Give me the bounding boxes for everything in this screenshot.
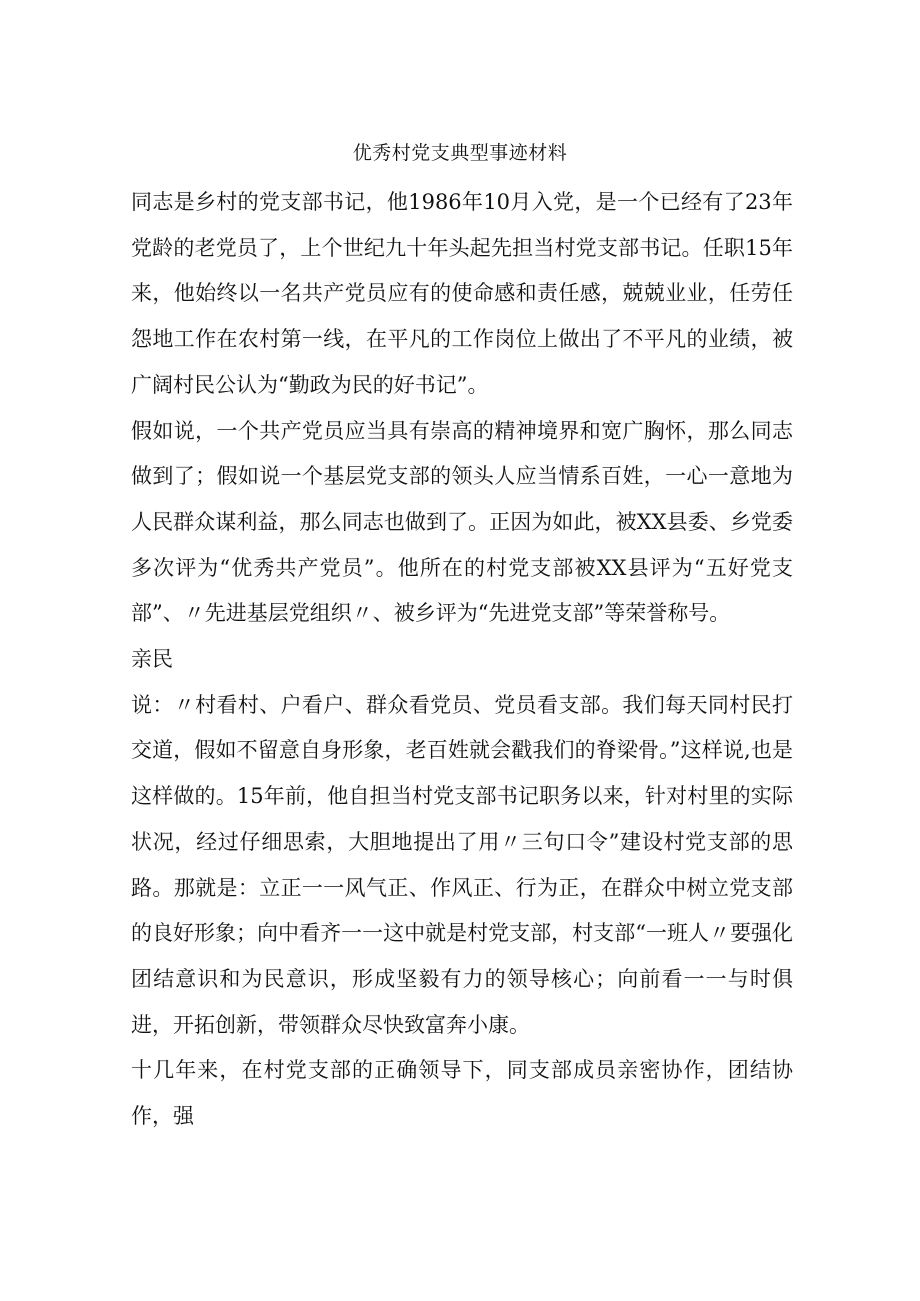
document-title: 优秀村党支典型事迹材料 [352, 142, 568, 164]
document-body [131, 180, 793, 1140]
paragraph-3: 亲民 [131, 647, 173, 672]
paragraph-2: 假如说，一个共产党员应当具有崇高的精神境界和宽广胸怀，那么同志做到了；假如说一个基层党支部的领头人应当情系百姓，一心一意地为人民群众谋利益，那么同志也做到了。正因为如此，被XX县委、乡党委多次评为“优秀共产党员”。他所在的村党支部被XX县评为“五好党支部”、〃先进基层党组织〃、被乡评为“先进党支部”等荣誉称号。 [131, 418, 793, 626]
paragraph-4: 说：〃村看村、户看户、群众看党员、党员看支部。我们每天同村民打交道，假如不留意自身形象，老百姓就会戳我们的脊梁骨。”这样说,也是这样做的。15年前，他自担当村党支部书记职务以来，针对村里的实际状况，经过仔细思索，大胆地提出了用〃三句口令”建设村党支部的思路。那就是：立正一一风气正、作风正、行为正，在群众中树立党支部的良好形象；向中看齐一一这中就是村党支部，村支部“一班人〃要强化团结意识和为民意识，形成坚毅有力的领导核心；向前看一一与时俱进，开拓创新，带领群众尽快致富奔小康。 [131, 692, 793, 1037]
paragraph-1: 同志是乡村的党支部书记，他1986年10月入党，是一个已经有了23年党龄的老党员了，上个世纪九十年头起先担当村党支部书记。任职15年来，他始终以一名共产党员应有的使命感和责任感，兢兢业业，任劳任怨地工作在农村第一线，在平凡的工作岗位上做出了不平凡的业绩，被广阔村民公认为“勤政为民的好书记”。 [131, 190, 793, 397]
paragraph-5: 十几年来，在村党支部的正确领导下，同支部成员亲密协作，团结协作，强 [131, 1058, 793, 1129]
